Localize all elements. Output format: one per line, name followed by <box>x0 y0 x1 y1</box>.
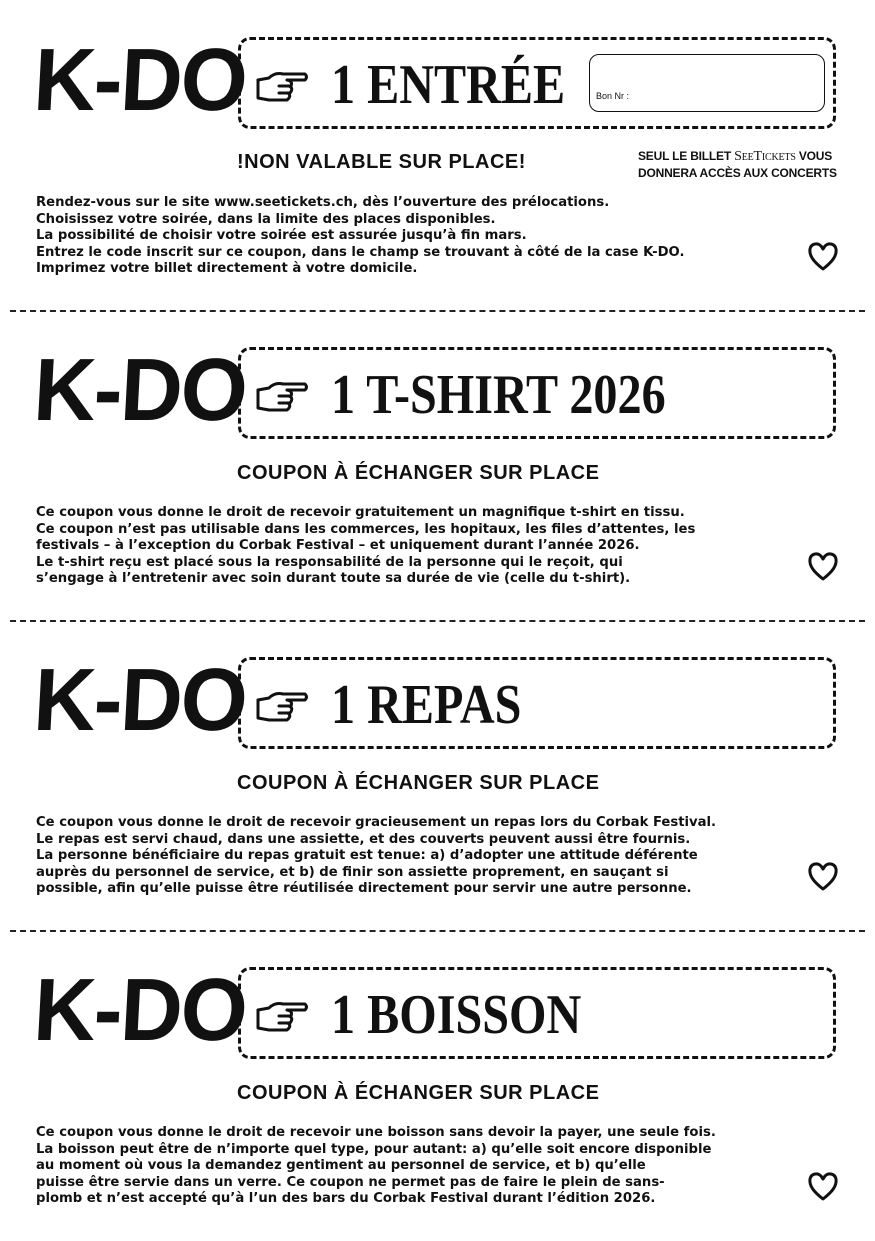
body-line: La boisson peut être de n’importe quel type, pour autant: a) qu’elle soit encore disponible <box>36 1141 712 1157</box>
body-line: possible, afin qu’elle puisse être réutilisée directement pour servir une autre personne. <box>36 881 692 897</box>
bon-number-label: Bon Nr : <box>596 91 630 101</box>
body-line: plomb et n’est accepté qu’à l’un des bars du Corbak Festival durant l’édition 2026. <box>36 1191 656 1207</box>
coupon-body <box>36 505 796 588</box>
pointing-hand-icon <box>255 68 309 104</box>
body-line: Imprimez votre billet directement à votre domicile. <box>36 261 418 277</box>
coupon-title: 1 ENTRÉE <box>331 54 566 116</box>
body-line: La possibilité de choisir votre soirée est assurée jusqu’à fin mars. <box>36 228 527 244</box>
title-box <box>238 967 836 1059</box>
body-line: puisse être servie dans un verre. Ce coupon ne permet pas de faire le plein de sans- <box>36 1174 665 1190</box>
body-line: Ce coupon vous donne le droit de recevoir gratuitement un magnifique t-shirt en tissu. <box>36 505 685 520</box>
body-line: Ce coupon n’est pas utilisable dans les commerces, les hopitaux, les files d’attentes, les <box>36 521 696 537</box>
kdo-logo: K-DO <box>31 650 249 750</box>
coupon-boisson <box>0 930 875 1240</box>
coupon-body <box>36 815 796 898</box>
kdo-logo: K-DO <box>31 340 249 440</box>
coupon-repas <box>0 620 875 930</box>
heart-icon <box>806 549 840 583</box>
pointing-hand-icon <box>255 998 309 1034</box>
coupon-entree <box>0 0 875 310</box>
body-line: La personne bénéficiaire du repas gratuit est tenue: a) d’adopter une attitude déférente <box>36 848 698 864</box>
coupon-title: 1 T-SHIRT 2026 <box>331 364 666 426</box>
seetickets-line2: DONNERA ACCÈS AUX CONCERTS <box>638 166 837 180</box>
seetickets-notice <box>638 148 848 181</box>
pointing-hand-icon <box>255 688 309 724</box>
coupon-tshirt <box>0 310 875 620</box>
coupon-subhead: !NON VALABLE SUR PLACE! <box>237 151 526 173</box>
coupon-body <box>36 1125 796 1208</box>
body-line: Rendez-vous sur le site www.seetickets.ch, dès l’ouverture des prélocations. <box>36 195 610 210</box>
body-line: Ce coupon vous donne le droit de recevoir gracieusement un repas lors du Corbak Festival. <box>36 815 717 830</box>
coupon-subhead: COUPON À ÉCHANGER SUR PLACE <box>237 772 600 794</box>
body-line: Entrez le code inscrit sur ce coupon, dans le champ se trouvant à côté de la case K-DO. <box>36 244 685 260</box>
seetickets-prefix: SEUL LE BILLET <box>638 149 735 163</box>
heart-icon <box>806 859 840 893</box>
coupon-title: 1 REPAS <box>331 674 522 736</box>
body-line: Le t-shirt reçu est placé sous la responsabilité de la personne qui le reçoit, qui <box>36 554 623 570</box>
body-line: au moment où vous la demandez gentiment au personnel de service, et b) qu’elle <box>36 1158 646 1174</box>
kdo-logo: K-DO <box>31 30 249 130</box>
coupon-subhead: COUPON À ÉCHANGER SUR PLACE <box>237 1082 600 1104</box>
body-line: Le repas est servi chaud, dans une assiette, et des couverts peuvent aussi être fournis. <box>36 831 691 847</box>
body-line: festivals – à l’exception du Corbak Festival – et uniquement durant l’année 2026. <box>36 538 640 554</box>
seetickets-brand: SeeTickets <box>734 149 796 164</box>
heart-icon <box>806 1169 840 1203</box>
title-box <box>238 37 836 129</box>
body-line: auprès du personnel de service, et b) de finir son assiette proprement, en sauçant si <box>36 864 669 880</box>
body-line: Ce coupon vous donne le droit de recevoir une boisson sans devoir la payer, une seule fois. <box>36 1125 716 1140</box>
bon-number-field[interactable] <box>589 54 825 112</box>
seetickets-suffix: VOUS <box>795 149 833 163</box>
pointing-hand-icon <box>255 378 309 414</box>
kdo-logo: K-DO <box>31 960 249 1060</box>
body-line: s’engage à l’entretenir avec soin durant toute sa durée de vie (celle du t-shirt). <box>36 571 631 587</box>
heart-icon <box>806 239 840 273</box>
coupon-body <box>36 195 796 278</box>
coupon-title: 1 BOISSON <box>331 984 582 1046</box>
title-box <box>238 657 836 749</box>
coupon-subhead: COUPON À ÉCHANGER SUR PLACE <box>237 462 600 484</box>
body-line: Choisissez votre soirée, dans la limite des places disponibles. <box>36 211 496 227</box>
title-box <box>238 347 836 439</box>
